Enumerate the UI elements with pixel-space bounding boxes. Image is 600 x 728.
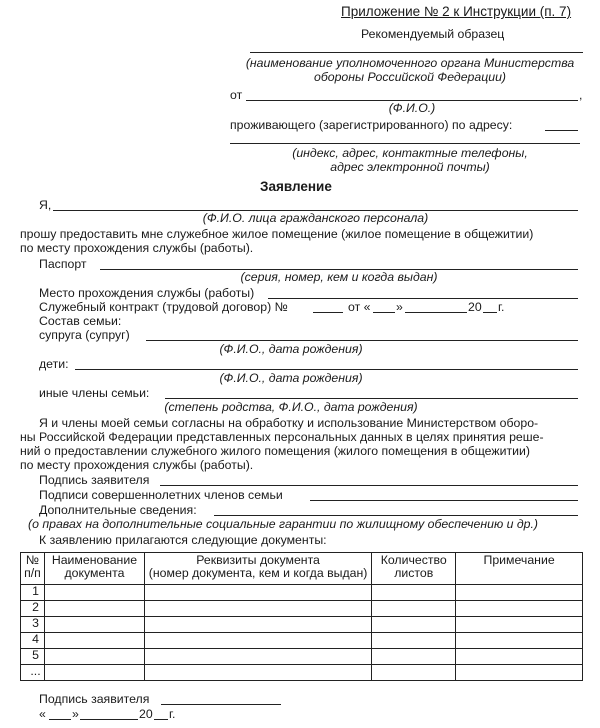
attached-docs-label: К заявлению прилагаются следующие документы: [39,533,327,547]
passport-hint: (серия, номер, кем и когда выдан) [240,270,438,284]
address-line-2[interactable] [230,143,580,144]
cell[interactable] [144,617,371,633]
spouse-hint: (Ф.И.О., дата рождения) [219,342,363,356]
request-line1: прошу предоставить мне служебное жилое помещение (жилое помещение в общежитии) [20,227,534,241]
address-hint-line1: (индекс, адрес, контактные телефоны, [292,146,528,160]
adults-sign-line[interactable] [310,500,578,501]
applicant-sign-label: Подпись заявителя [39,473,150,487]
table-row [21,601,583,617]
cell[interactable] [144,601,371,617]
contract-month-line[interactable] [405,312,467,313]
footer-year-end: г. [169,707,176,721]
contract-quote: » [396,300,403,314]
from-comma: , [579,88,583,102]
fio-civil-hint: (Ф.И.О. лица гражданского персонала) [202,211,429,225]
cell[interactable] [372,585,456,601]
request-line2: по месту прохождения службы (работы). [20,241,254,255]
col-number-header: № п/п [21,553,45,585]
cell[interactable] [144,585,371,601]
extra-info-line[interactable] [214,515,578,516]
col-sheets-header: Количество листов [372,553,456,585]
sample-label: Рекомендуемый образец [361,27,505,41]
cell[interactable] [456,601,583,617]
contract-number-line[interactable] [313,312,343,313]
table-row [21,665,583,681]
table-row [21,633,583,649]
footer-day-line[interactable] [49,719,71,720]
cell[interactable] [44,617,144,633]
table-header-row [21,553,583,585]
cell[interactable] [44,585,144,601]
service-place-line[interactable] [268,298,578,299]
i-label: Я, [39,198,52,212]
address-line-1[interactable] [545,130,578,131]
cell[interactable] [456,665,583,681]
cell[interactable] [372,617,456,633]
row-number: 4 [21,633,45,649]
footer-date-close: » [72,707,79,721]
cell[interactable] [456,617,583,633]
cell[interactable] [372,633,456,649]
row-number: 2 [21,601,45,617]
contract-year-line[interactable] [483,312,497,313]
consent-line3: ний о предоставлении служебного жилого помещения (жилого помещения в общежитии) [20,444,530,458]
cell[interactable] [456,649,583,665]
spouse-line[interactable] [146,340,578,341]
cell[interactable] [144,665,371,681]
applicant-sign-line[interactable] [160,485,578,486]
service-place-label: Место прохождения службы (работы) [39,286,255,300]
other-family-hint: (степень родства, Ф.И.О., дата рождения) [164,400,418,414]
extra-info-label: Дополнительные сведения: [39,503,197,517]
footer-date-open: « [39,707,46,721]
cell[interactable] [456,633,583,649]
consent-line2: ны Российской Федерации представленных персональных данных в целях принятия реше- [20,430,544,444]
row-number: 3 [21,617,45,633]
cell[interactable] [44,601,144,617]
org-name-line[interactable] [250,52,583,53]
contract-label: Служебный контракт (трудовой договор) № [39,300,288,314]
col-details-header: Реквизиты документа (номер документа, кем и когда выдан) [144,553,371,585]
col-name-header: Наименование документа [44,553,144,585]
cell[interactable] [372,665,456,681]
footer-year: 20 [139,707,153,721]
extra-info-hint: (о правах на дополнительные социальные гарантии по жилищному обеспечению и др.) [28,517,539,531]
footer-sign-line[interactable] [161,704,281,705]
documents-table [20,552,583,681]
contract-from: от « [348,300,371,314]
cell[interactable] [144,633,371,649]
fio-hint: (Ф.И.О.) [388,101,436,115]
cell[interactable] [144,649,371,665]
cell[interactable] [456,585,583,601]
address-label: проживающего (зарегистрированного) по адресу: [230,118,513,132]
adults-sign-label: Подписи совершеннолетних членов семьи [39,488,283,502]
spouse-label: супруга (супруг) [39,328,130,342]
footer-year-line[interactable] [154,719,168,720]
cell[interactable] [372,649,456,665]
row-number: 1 [21,585,45,601]
org-hint-line1: (наименование уполномоченного органа Министерства [245,56,575,70]
table-row [21,649,583,665]
org-hint-line2: обороны Российской Федерации) [313,70,507,84]
consent-line1: Я и члены моей семьи согласны на обработку и использование Министерством оборо- [39,416,539,430]
row-number: 5 [21,649,45,665]
passport-label: Паспорт [39,257,87,271]
cell[interactable] [44,649,144,665]
address-hint-line2: адрес электронной почты) [330,160,490,174]
children-line[interactable] [75,369,578,370]
document-title: Заявление [260,179,332,194]
cell[interactable] [44,665,144,681]
footer-sign-label: Подпись заявителя [39,692,150,706]
cell[interactable] [372,601,456,617]
other-family-label: иные члены семьи: [39,386,150,400]
family-label: Состав семьи: [39,314,122,328]
contract-year-end: г. [498,300,505,314]
children-hint: (Ф.И.О., дата рождения) [219,371,363,385]
other-family-line[interactable] [165,398,578,399]
children-label: дети: [39,357,69,371]
row-number: ... [21,665,45,681]
footer-month-line[interactable] [80,719,138,720]
contract-day-line[interactable] [373,312,395,313]
table-row [21,617,583,633]
consent-line4: по месту прохождения службы (работы). [20,458,254,472]
cell[interactable] [44,633,144,649]
col-note-header: Примечание [456,553,583,585]
contract-year: 20 [468,300,482,314]
appendix-title: Приложение № 2 к Инструкции (п. 7) [341,4,572,19]
table-row [21,585,583,601]
from-label: от [230,88,243,102]
